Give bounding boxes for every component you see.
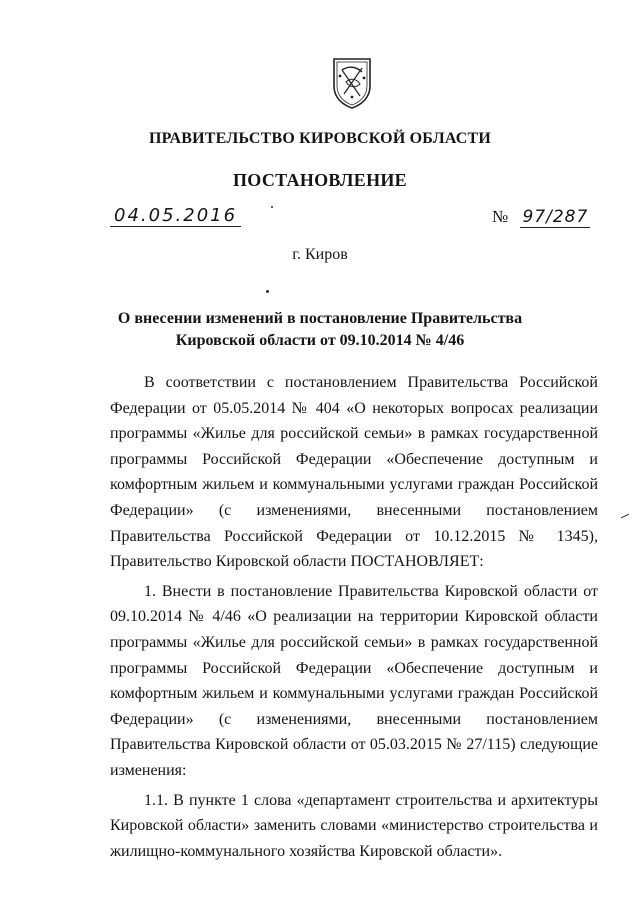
number-sign: № xyxy=(492,207,509,226)
item-1-1-paragraph: 1.1. В пункте 1 слова «департамент строительства и архитектуры Кировской области» заменить словами «министерство строительства и жилищно-коммунального хозяйства Кировской области». xyxy=(110,791,598,860)
subject-line-1: О внесении изменений в постановление Правительства xyxy=(117,310,523,327)
scan-mark xyxy=(620,513,630,519)
document-body xyxy=(110,370,598,864)
document-subject xyxy=(80,308,560,352)
item-1-paragraph: 1. Внести в постановление Правительства Кировской области от 09.10.2014 № 4/46 «О реализации на территории Кировской области программы «Жилье для российской семьи» в рамках государственной программы Российской Федерации «Обеспечение доступным и комфортным жильем и коммунальными услугами граждан Российской Федерации» (с изменениями, внесенными постановлением Правительства Кировской области от 05.03.2015 № 27/115) следующие изменения: xyxy=(110,582,598,779)
city-label: г. Киров xyxy=(292,246,348,263)
document-type-title: ПОСТАНОВЛЕНИЕ xyxy=(233,170,407,190)
scan-speck xyxy=(271,206,273,208)
government-title: ПРАВИТЕЛЬСТВО КИРОВСКОЙ ОБЛАСТИ xyxy=(148,130,492,147)
kirov-region-coat-of-arms-icon xyxy=(330,56,374,110)
document-date: 04.05.2016 xyxy=(110,206,241,227)
document-number: 97/287 xyxy=(522,207,589,227)
preamble-paragraph: В соответствии с постановлением Правительства Российской Федерации от 05.05.2014 № 404 «О некоторых вопросах реализации программы «Жилье для российской семьи» в рамках государственной программы Российской Федерации «Обеспечение доступным и комфортным жильем и коммунальными услугами граждан Российской Федерации» (с изменениями, внесенными постановлением Правительства Российской Федерации от 10.12.2015 № 1345), Правительство Кировской области ПОСТАНОВЛЯЕТ: xyxy=(110,374,598,571)
document-number-block xyxy=(492,206,590,228)
scan-speck xyxy=(266,290,269,293)
subject-line-2: Кировской области от 09.10.2014 № 4/46 xyxy=(175,332,465,349)
